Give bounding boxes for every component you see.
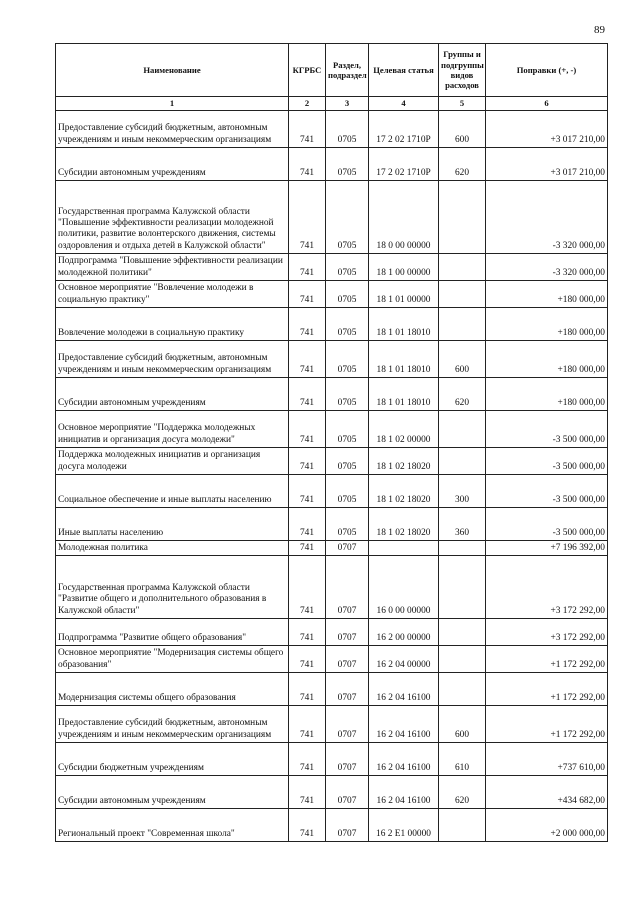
- row-amount: -3 320 000,00: [486, 181, 608, 254]
- row-amount: +180 000,00: [486, 341, 608, 378]
- row-section: 0705: [326, 448, 369, 475]
- row-kgrbs: 741: [289, 646, 326, 673]
- row-group: [439, 673, 486, 706]
- row-name: Государственная программа Калужской области "Повышение эффективности реализации молодежной политики, развитие волонтерского движения, системы оздоровления и отдыха детей в Калужской области": [56, 181, 289, 254]
- row-name: Субсидии автономным учреждениям: [56, 148, 289, 181]
- row-amount: +2 000 000,00: [486, 809, 608, 842]
- row-target: 16 0 00 00000: [369, 556, 439, 619]
- row-target: 18 0 00 00000: [369, 181, 439, 254]
- row-section: 0705: [326, 475, 369, 508]
- row-group: 620: [439, 148, 486, 181]
- row-section: 0707: [326, 706, 369, 743]
- table-row: [56, 776, 608, 809]
- row-section: 0707: [326, 776, 369, 809]
- page-number: 89: [594, 24, 605, 36]
- row-amount: -3 500 000,00: [486, 411, 608, 448]
- row-target: 16 2 04 16100: [369, 673, 439, 706]
- row-kgrbs: 741: [289, 541, 326, 556]
- row-section: 0705: [326, 111, 369, 148]
- row-group: 610: [439, 743, 486, 776]
- row-section: 0707: [326, 619, 369, 646]
- row-amount: +180 000,00: [486, 281, 608, 308]
- row-section: 0705: [326, 378, 369, 411]
- row-target: 16 2 04 16100: [369, 706, 439, 743]
- row-section: 0707: [326, 646, 369, 673]
- row-name: Вовлечение молодежи в социальную практику: [56, 308, 289, 341]
- row-kgrbs: 741: [289, 743, 326, 776]
- row-name: Субсидии бюджетным учреждениям: [56, 743, 289, 776]
- row-kgrbs: 741: [289, 181, 326, 254]
- row-section: 0707: [326, 541, 369, 556]
- row-target: 16 2 00 00000: [369, 619, 439, 646]
- row-name: Основное мероприятие "Модернизация системы общего образования": [56, 646, 289, 673]
- row-name: Молодежная политика: [56, 541, 289, 556]
- table-row: [56, 809, 608, 842]
- row-kgrbs: 741: [289, 556, 326, 619]
- row-name: Подпрограмма "Повышение эффективности реализации молодежной политики": [56, 254, 289, 281]
- row-section: 0707: [326, 556, 369, 619]
- row-target: 18 1 01 18010: [369, 341, 439, 378]
- row-amount: -3 320 000,00: [486, 254, 608, 281]
- budget-amendments-table: [55, 43, 608, 842]
- row-group: [439, 541, 486, 556]
- row-amount: +3 172 292,00: [486, 619, 608, 646]
- colnum: 4: [369, 97, 439, 111]
- row-target: 18 1 02 00000: [369, 411, 439, 448]
- header-section: Раздел, подраздел: [326, 44, 369, 97]
- row-kgrbs: 741: [289, 411, 326, 448]
- colnum: 5: [439, 97, 486, 111]
- row-name: Поддержка молодежных инициатив и организация досуга молодежи: [56, 448, 289, 475]
- table-row: [56, 541, 608, 556]
- row-section: 0705: [326, 181, 369, 254]
- row-amount: +434 682,00: [486, 776, 608, 809]
- row-group: [439, 254, 486, 281]
- row-kgrbs: 741: [289, 809, 326, 842]
- table-row: [56, 148, 608, 181]
- row-amount: -3 500 000,00: [486, 508, 608, 541]
- row-target: 18 1 01 18010: [369, 308, 439, 341]
- row-name: Основное мероприятие "Поддержка молодежных инициатив и организация досуга молодежи": [56, 411, 289, 448]
- row-target: 18 1 02 18020: [369, 508, 439, 541]
- row-name: Предоставление субсидий бюджетным, автономным учреждениям и иным некоммерческим организациям: [56, 706, 289, 743]
- row-name: Основное мероприятие "Вовлечение молодежи в социальную практику": [56, 281, 289, 308]
- row-group: 600: [439, 706, 486, 743]
- colnum: 1: [56, 97, 289, 111]
- row-kgrbs: 741: [289, 448, 326, 475]
- table-row: [56, 281, 608, 308]
- row-amount: +3 172 292,00: [486, 556, 608, 619]
- row-target: 18 1 02 18020: [369, 475, 439, 508]
- row-group: [439, 308, 486, 341]
- row-group: 360: [439, 508, 486, 541]
- row-name: Подпрограмма "Развитие общего образования": [56, 619, 289, 646]
- row-group: [439, 646, 486, 673]
- row-name: Государственная программа Калужской области "Развитие общего и дополнительного образования в Калужской области": [56, 556, 289, 619]
- row-target: 16 2 04 16100: [369, 776, 439, 809]
- row-target: 18 1 00 00000: [369, 254, 439, 281]
- row-kgrbs: 741: [289, 341, 326, 378]
- table-row: [56, 411, 608, 448]
- table-row: [56, 254, 608, 281]
- table-row: [56, 475, 608, 508]
- row-name: Предоставление субсидий бюджетным, автономным учреждениям и иным некоммерческим организациям: [56, 111, 289, 148]
- table-header-row: [56, 44, 608, 97]
- row-section: 0707: [326, 743, 369, 776]
- table-row: [56, 341, 608, 378]
- header-target: Целевая статья: [369, 44, 439, 97]
- table-row: [56, 111, 608, 148]
- row-group: [439, 281, 486, 308]
- table-row: [56, 308, 608, 341]
- row-kgrbs: 741: [289, 148, 326, 181]
- row-kgrbs: 741: [289, 508, 326, 541]
- colnum: 2: [289, 97, 326, 111]
- row-amount: -3 500 000,00: [486, 448, 608, 475]
- row-amount: +3 017 210,00: [486, 111, 608, 148]
- row-group: 600: [439, 341, 486, 378]
- row-section: 0705: [326, 148, 369, 181]
- row-group: [439, 411, 486, 448]
- table-row: [56, 508, 608, 541]
- row-target: 18 1 01 18010: [369, 378, 439, 411]
- row-name: Предоставление субсидий бюджетным, автономным учреждениям и иным некоммерческим организациям: [56, 341, 289, 378]
- row-name: Иные выплаты населению: [56, 508, 289, 541]
- row-target: 16 2 04 00000: [369, 646, 439, 673]
- row-group: [439, 556, 486, 619]
- row-section: 0705: [326, 281, 369, 308]
- row-kgrbs: 741: [289, 378, 326, 411]
- table-row: [56, 556, 608, 619]
- header-kgrbs: КГРБС: [289, 44, 326, 97]
- row-amount: +180 000,00: [486, 378, 608, 411]
- row-group: [439, 448, 486, 475]
- row-kgrbs: 741: [289, 308, 326, 341]
- row-amount: +1 172 292,00: [486, 673, 608, 706]
- header-amendments: Поправки (+, -): [486, 44, 608, 97]
- row-section: 0705: [326, 341, 369, 378]
- colnum: 6: [486, 97, 608, 111]
- row-target: 17 2 02 1710P: [369, 111, 439, 148]
- row-name: Субсидии автономным учреждениям: [56, 378, 289, 411]
- row-target: [369, 541, 439, 556]
- row-kgrbs: 741: [289, 254, 326, 281]
- row-amount: +180 000,00: [486, 308, 608, 341]
- row-amount: +1 172 292,00: [486, 706, 608, 743]
- row-group: 620: [439, 776, 486, 809]
- table-row: [56, 181, 608, 254]
- row-group: [439, 619, 486, 646]
- row-section: 0705: [326, 254, 369, 281]
- row-kgrbs: 741: [289, 619, 326, 646]
- row-group: 600: [439, 111, 486, 148]
- table-row: [56, 448, 608, 475]
- row-name: Социальное обеспечение и иные выплаты населению: [56, 475, 289, 508]
- row-target: 18 1 01 00000: [369, 281, 439, 308]
- row-amount: +7 196 392,00: [486, 541, 608, 556]
- row-kgrbs: 741: [289, 673, 326, 706]
- column-number-row: [56, 97, 608, 111]
- table-row: [56, 743, 608, 776]
- row-target: 18 1 02 18020: [369, 448, 439, 475]
- row-kgrbs: 741: [289, 776, 326, 809]
- row-kgrbs: 741: [289, 281, 326, 308]
- colnum: 3: [326, 97, 369, 111]
- row-section: 0705: [326, 508, 369, 541]
- row-name: Субсидии автономным учреждениям: [56, 776, 289, 809]
- header-groups: Группы и подгруппы видов расходов: [439, 44, 486, 97]
- table-row: [56, 673, 608, 706]
- row-section: 0707: [326, 809, 369, 842]
- row-section: 0705: [326, 411, 369, 448]
- row-kgrbs: 741: [289, 475, 326, 508]
- header-name: Наименование: [56, 44, 289, 97]
- row-kgrbs: 741: [289, 111, 326, 148]
- row-target: 16 2 04 16100: [369, 743, 439, 776]
- row-group: 300: [439, 475, 486, 508]
- row-kgrbs: 741: [289, 706, 326, 743]
- row-amount: +3 017 210,00: [486, 148, 608, 181]
- row-target: 17 2 02 1710P: [369, 148, 439, 181]
- table-row: [56, 706, 608, 743]
- row-amount: -3 500 000,00: [486, 475, 608, 508]
- row-amount: +1 172 292,00: [486, 646, 608, 673]
- row-group: [439, 809, 486, 842]
- row-amount: +737 610,00: [486, 743, 608, 776]
- row-name: Модернизация системы общего образования: [56, 673, 289, 706]
- row-section: 0707: [326, 673, 369, 706]
- row-name: Региональный проект "Современная школа": [56, 809, 289, 842]
- row-group: 620: [439, 378, 486, 411]
- table-row: [56, 378, 608, 411]
- row-target: 16 2 E1 00000: [369, 809, 439, 842]
- table-row: [56, 619, 608, 646]
- row-section: 0705: [326, 308, 369, 341]
- table-row: [56, 646, 608, 673]
- row-group: [439, 181, 486, 254]
